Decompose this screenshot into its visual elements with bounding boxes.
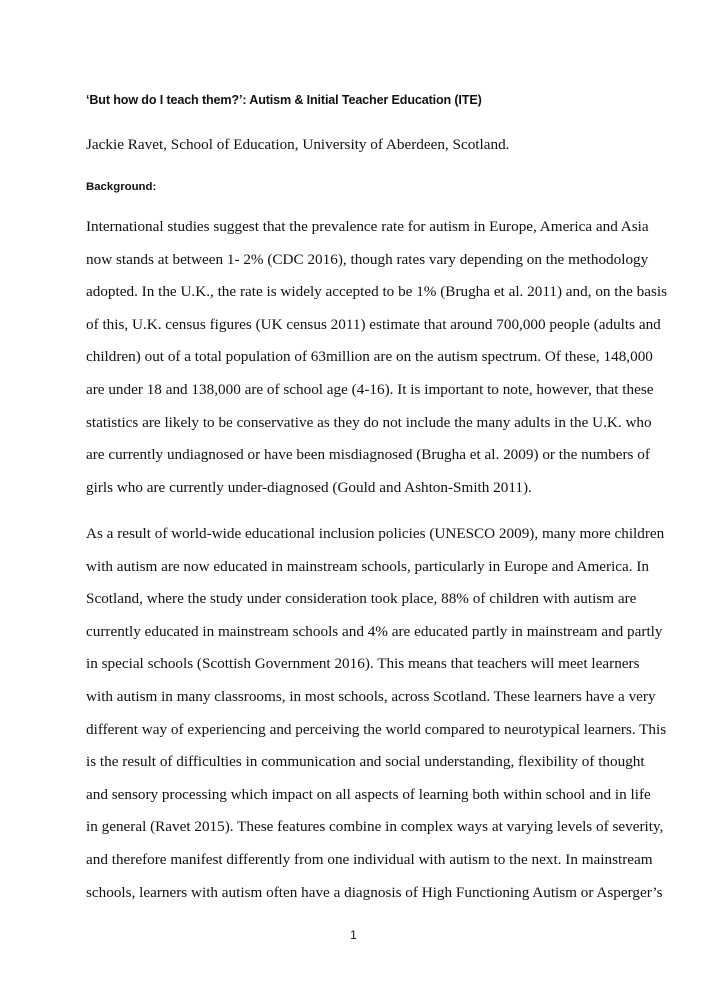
text-line: International studies suggest that the prevalence rate for autism in Europe, America and Asia bbox=[86, 218, 649, 235]
text-line: is the result of difficulties in communication and social understanding, flexibility of thought bbox=[86, 753, 645, 771]
text-line: now stands at between 1- 2% (CDC 2016), though rates vary depending on the methodology bbox=[86, 250, 649, 268]
text-line: currently educated in mainstream schools and 4% are educated partly in mainstream and partly bbox=[86, 622, 663, 640]
author-affiliation: Jackie Ravet, School of Education, University of Aberdeen, Scotland. bbox=[86, 136, 510, 153]
text-line: girls who are currently under-diagnosed (Gould and Ashton-Smith 2011). bbox=[86, 478, 532, 496]
text-line: with autism are now educated in mainstream schools, particularly in Europe and America. In bbox=[86, 557, 650, 575]
text-line: adopted. In the U.K., the rate is widely accepted to be 1% (Brugha et al. 2011) and, on the basis bbox=[86, 283, 668, 301]
text-line: different way of experiencing and perceiving the world compared to neurotypical learners. This bbox=[86, 720, 667, 738]
text-line: and sensory processing which impact on all aspects of learning both within school and in life bbox=[86, 785, 651, 803]
text-line: and therefore manifest differently from one individual with autism to the next. In mainstream bbox=[86, 850, 653, 868]
page-number: 1 bbox=[350, 928, 357, 942]
text-line: are under 18 and 138,000 are of school age (4-16). It is important to note, however, that these bbox=[86, 380, 654, 398]
text-line: children) out of a total population of 63million are on the autism spectrum. Of these, 148,000 bbox=[86, 348, 653, 366]
document-title: ‘But how do I teach them?’: Autism & Initial Teacher Education (ITE) bbox=[86, 93, 482, 107]
text-line: Scotland, where the study under consideration took place, 88% of children with autism are bbox=[86, 590, 637, 608]
text-line: schools, learners with autism often have a diagnosis of High Functioning Autism or Asperger’s bbox=[86, 883, 663, 901]
text-line: statistics are likely to be conservative as they do not include the many adults in the U.K. who bbox=[86, 413, 652, 431]
text-line: in general (Ravet 2015). These features combine in complex ways at varying levels of severity, bbox=[86, 818, 664, 836]
paragraph-prevalence bbox=[86, 211, 668, 504]
text-line: with autism in many classrooms, in most schools, across Scotland. These learners have a very bbox=[86, 687, 656, 705]
paragraph-inclusion bbox=[86, 518, 667, 909]
text-line: of this, U.K. census figures (UK census 2011) estimate that around 700,000 people (adults and bbox=[86, 315, 661, 333]
section-heading-background: Background: bbox=[86, 181, 157, 193]
text-line: are currently undiagnosed or have been misdiagnosed (Brugha et al. 2009) or the numbers of bbox=[86, 446, 650, 464]
text-line: in special schools (Scottish Government 2016). This means that teachers will meet learners bbox=[86, 655, 640, 673]
text-line: As a result of world-wide educational inclusion policies (UNESCO 2009), many more children bbox=[86, 525, 665, 542]
